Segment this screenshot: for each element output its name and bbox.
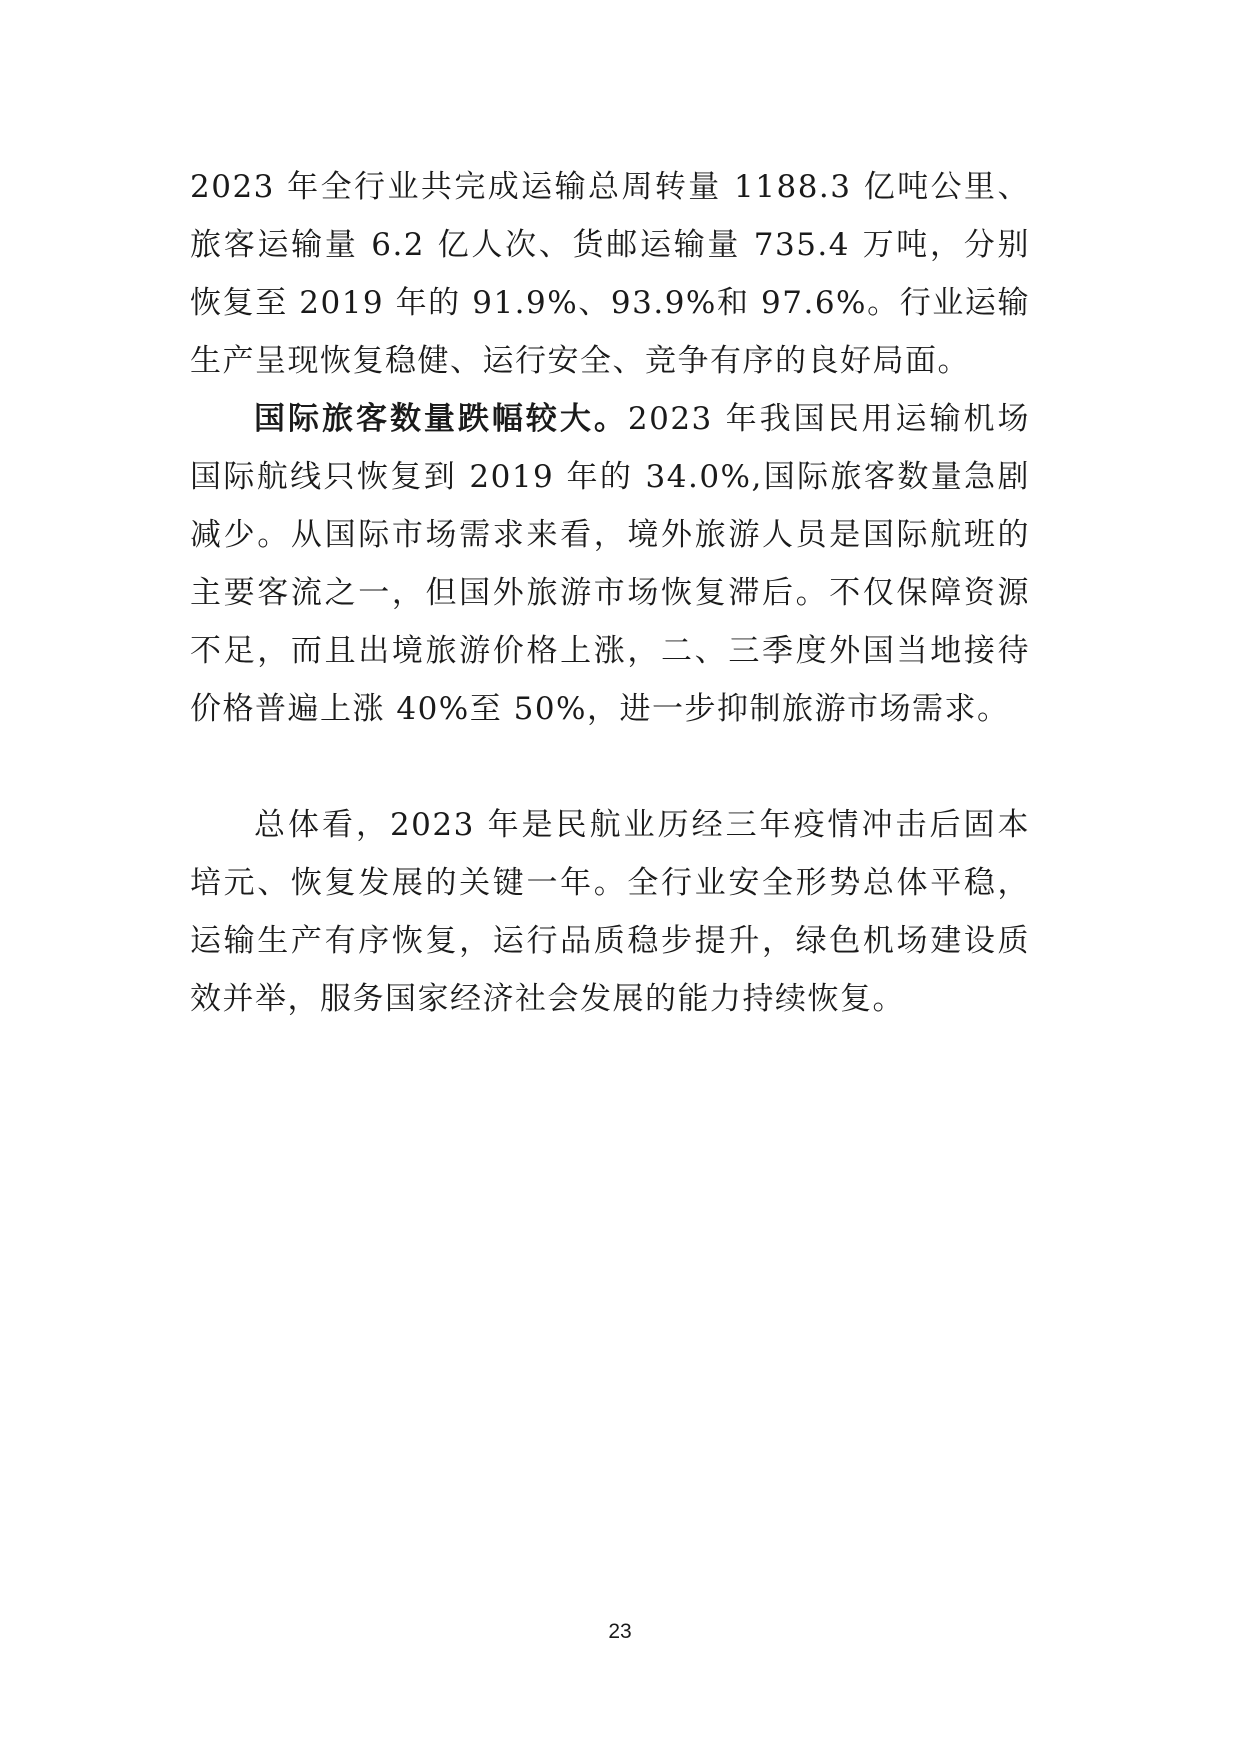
paragraph-spacer (190, 738, 1030, 796)
paragraph-text: 2023 年我国民用运输机场国际航线只恢复到 2019 年的 34.0%,国际旅客数量急剧减少。从国际市场需求来看，境外旅游人员是国际航班的主要客流之一，但国外旅游市场恢复滞后。不仅保障资源不足，而且出境旅游价格上涨，二、三季度外国当地接待价格普遍上涨 40%至 50%，进一步抑制旅游市场需求。 (190, 401, 1031, 727)
paragraph-text: 2023 年全行业共完成运输总周转量 1188.3 亿吨公里、旅客运输量 6.2 亿人次、货邮运输量 735.4 万吨，分别恢复至 2019 年的 91.9%、93.9%和 97.6%。行业运输生产呈现恢复稳健、运行安全、竞争有序的良好局面。 (190, 169, 1030, 379)
paragraph-text: 总体看，2023 年是民航业历经三年疫情冲击后固本培元、恢复发展的关键一年。全行业安全形势总体平稳，运输生产有序恢复，运行品质稳步提升，绿色机场建设质效并举，服务国家经济社会发展的能力持续恢复。 (190, 807, 1030, 1017)
paragraph-overall-conclusion (190, 796, 1030, 1028)
paragraph-international-passengers (190, 390, 1030, 738)
paragraph-transport-summary (190, 158, 1030, 390)
paragraph-lead-heading: 国际旅客数量跌幅较大。 (254, 401, 628, 437)
page-number: 23 (608, 1620, 632, 1643)
body-text (190, 158, 1030, 1028)
